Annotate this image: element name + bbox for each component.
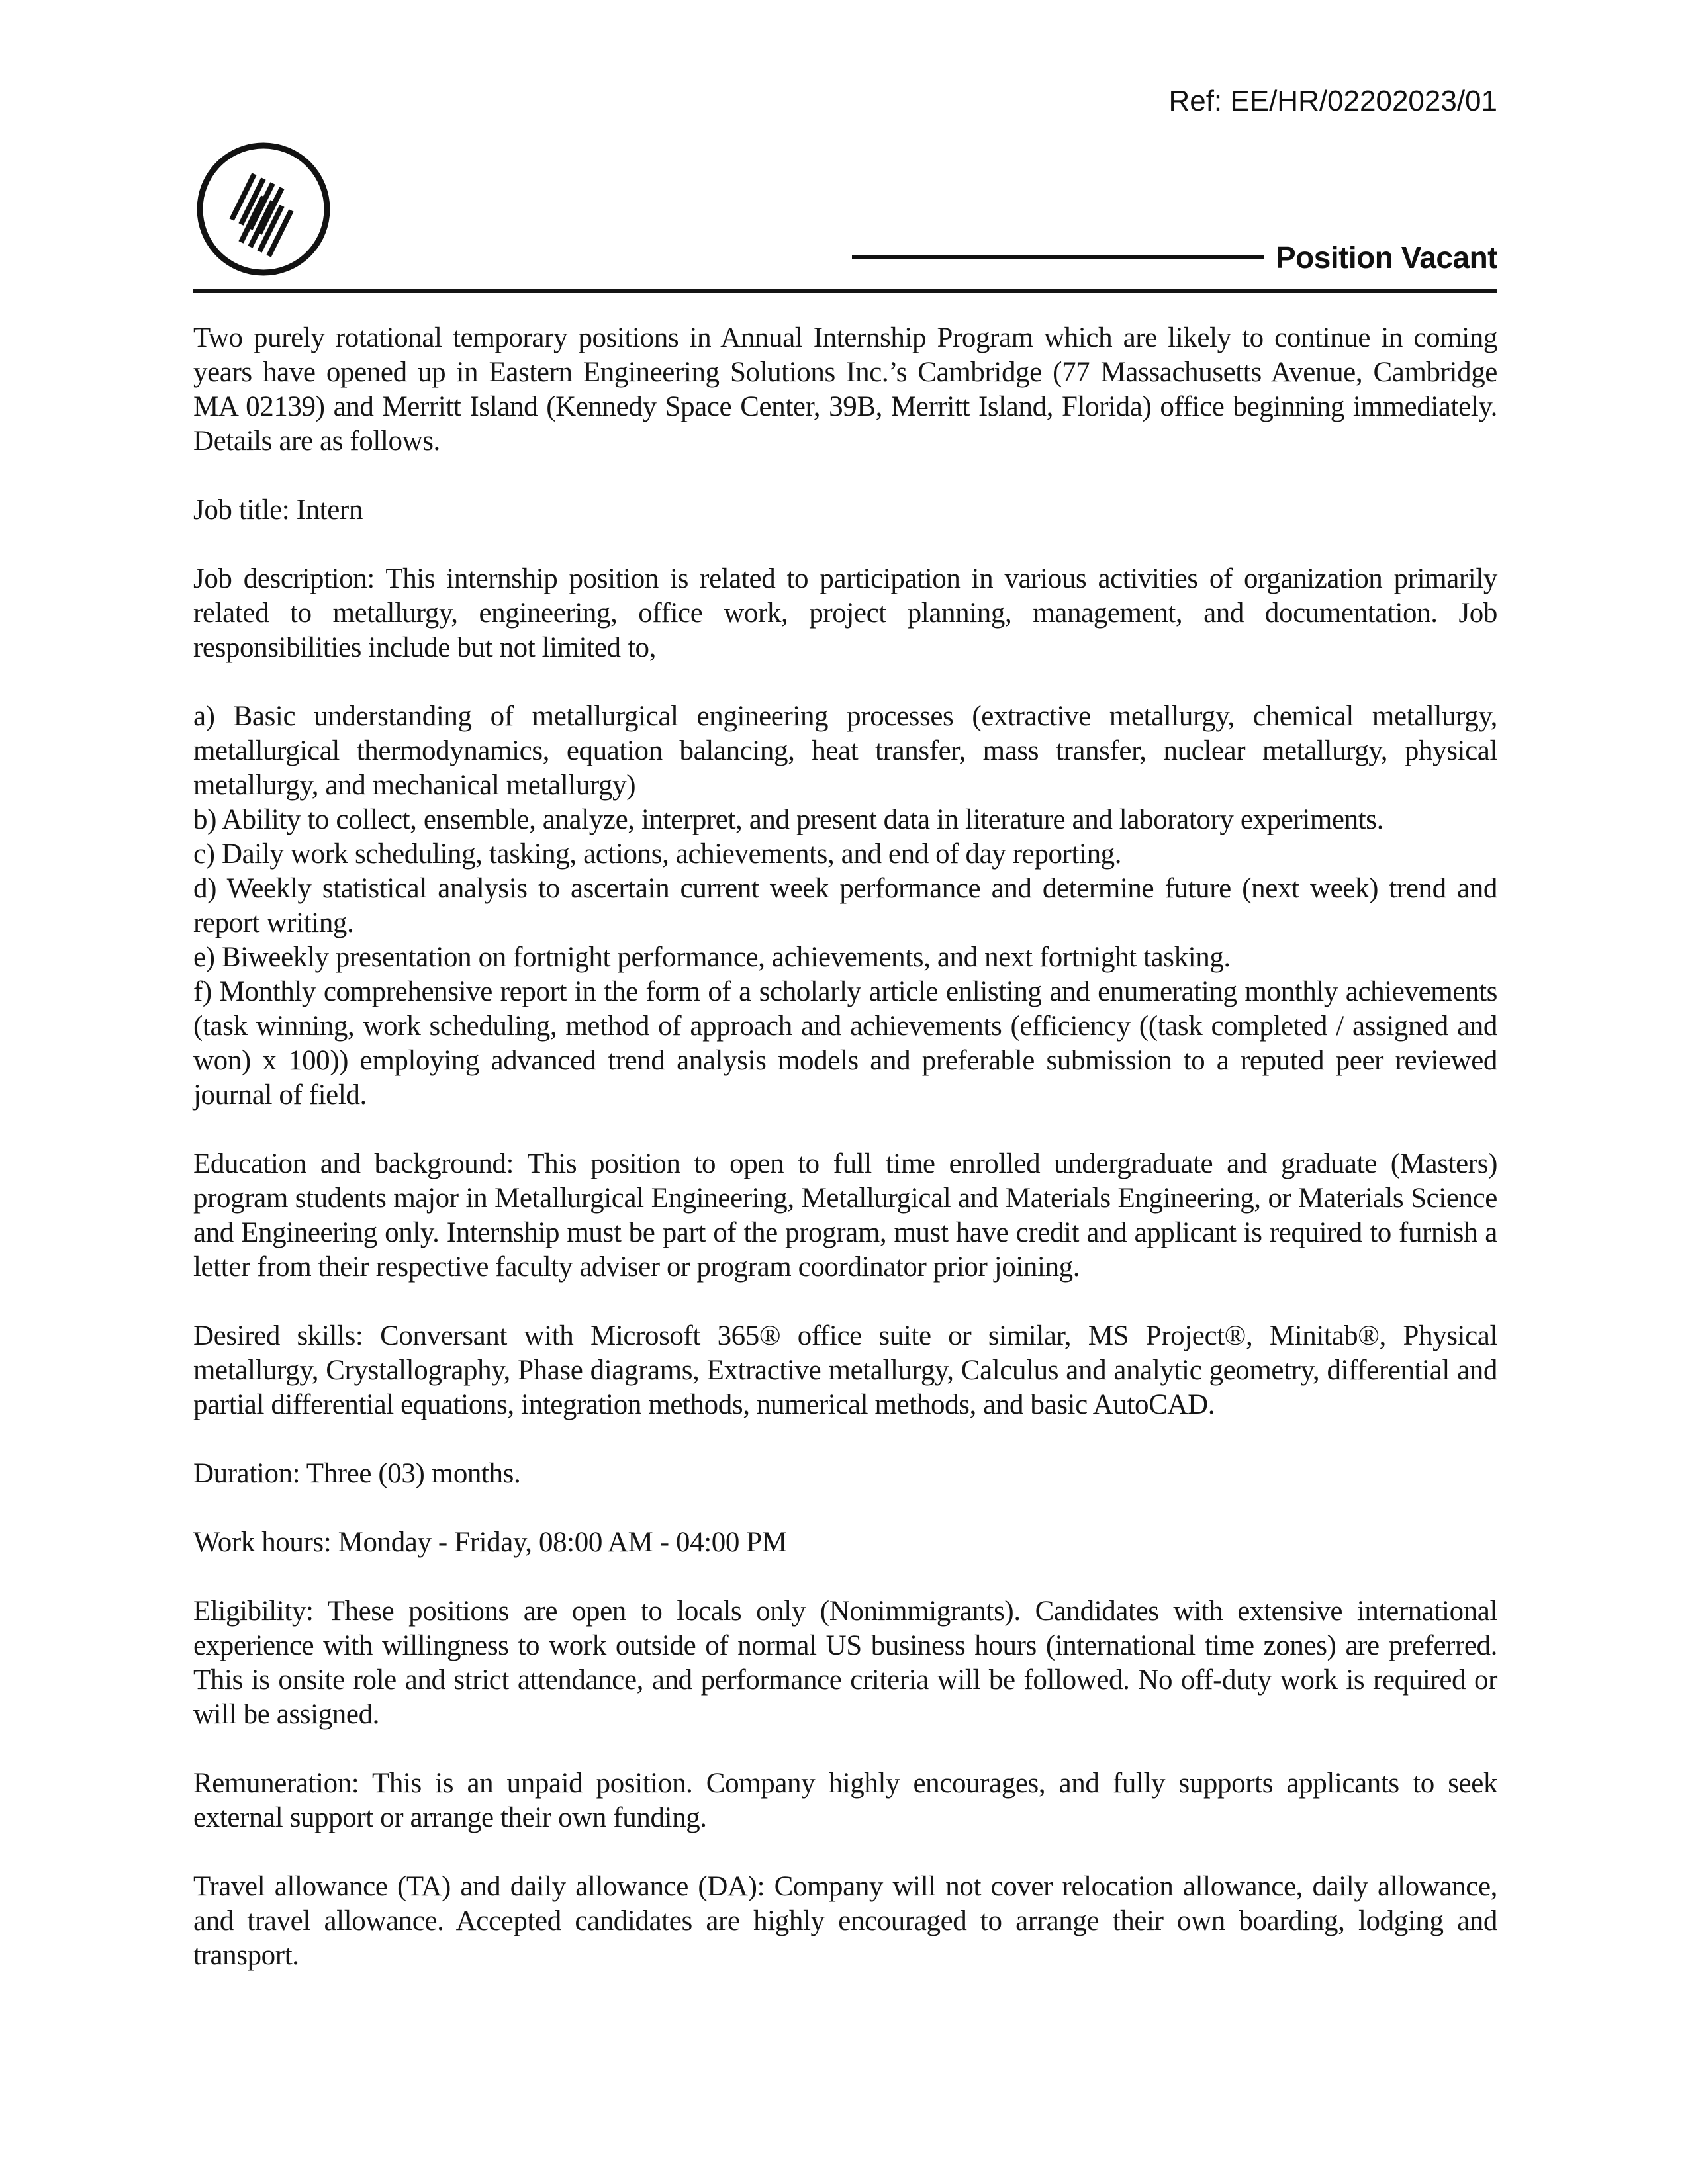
- company-logo-icon: [193, 139, 334, 279]
- remuneration-paragraph: Remuneration: This is an unpaid position. Company highly encourages, and fully supports applicants to seek external support or arrange their own funding.: [193, 1768, 1497, 1833]
- job-title-line: Job title: Intern: [193, 494, 363, 525]
- position-vacant-header: [852, 240, 1497, 275]
- eligibility-paragraph: Eligibility: These positions are open to locals only (Nonimmigrants). Candidates with extensive international experience with willingness to work outside of normal US business hours (international time zones) are preferred. This is onsite role and strict attendance, and performance criteria will be followed. No off-duty work is required or will be assigned.: [193, 1596, 1497, 1730]
- work-hours-line: Work hours: Monday - Friday, 08:00 AM - 04:00 PM: [193, 1527, 787, 1558]
- responsibility-item-a: a) Basic understanding of metallurgical engineering processes (extractive metallurgy, chemical metallurgy, metallurgical thermodynamics, equation balancing, heat transfer, mass transfer, nuclear metallurgy, physical metallurgy, and mechanical metallurgy): [193, 701, 1497, 801]
- job-description-paragraph: Job description: This internship position is related to participation in various activities of organization primarily related to metallurgy, engineering, office work, project planning, management, and documentation. Job responsibilities include but not limited to,: [193, 563, 1497, 663]
- document-header: [193, 136, 1497, 279]
- document-body: [193, 321, 1497, 1973]
- intro-paragraph: Two purely rotational temporary positions in Annual Internship Program which are likely to continue in coming years have opened up in Eastern Engineering Solutions Inc.’s Cambridge (77 Massachusetts Avenue, Cambridge MA 02139) and Merritt Island (Kennedy Space Center, 39B, Merritt Island, Florida) office beginning immediately. Details are as follows.: [193, 322, 1497, 457]
- duration-line: Duration: Three (03) months.: [193, 1458, 521, 1489]
- desired-skills-paragraph: Desired skills: Conversant with Microsoft 365® office suite or similar, MS Project®, Minitab®, Physical metallurgy, Crystallography, Phase diagrams, Extractive metallurgy, Calculus and analytic geometry, differential and partial differential equations, integration methods, numerical methods, and basic AutoCAD.: [193, 1320, 1497, 1420]
- reference-number: Ref: EE/HR/02202023/01: [1168, 85, 1497, 117]
- travel-allowance-paragraph: Travel allowance (TA) and daily allowance (DA): Company will not cover relocation allowance, daily allowance, and travel allowance. Accepted candidates are highly encouraged to arrange their own boarding, lodging and transport.: [193, 1871, 1497, 1971]
- responsibilities-list: [193, 700, 1497, 1113]
- responsibility-item-e: e) Biweekly presentation on fortnight performance, achievements, and next fortnight tasking.: [193, 942, 1231, 973]
- responsibility-item-f: f) Monthly comprehensive report in the form of a scholarly article enlisting and enumerating monthly achievements (task winning, work scheduling, method of approach and achievements (efficiency ((task completed / assigned and won) x 100)) employing advanced trend analysis models and preferable submission to a reputed peer reviewed journal of field.: [193, 976, 1497, 1111]
- header-rule: [193, 289, 1497, 293]
- document-title: Position Vacant: [1275, 240, 1497, 275]
- responsibility-item-b: b) Ability to collect, ensemble, analyze, interpret, and present data in literature and laboratory experiments.: [193, 804, 1383, 835]
- education-paragraph: Education and background: This position to open to full time enrolled undergraduate and graduate (Masters) program students major in Metallurgical Engineering, Metallurgical and Materials Engineering, or Materials Science and Engineering only. Internship must be part of the program, must have credit and applicant is required to furnish a letter from their respective faculty adviser or program coordinator prior joining.: [193, 1148, 1497, 1283]
- header-divider-short: [852, 255, 1264, 259]
- responsibility-item-d: d) Weekly statistical analysis to ascertain current week performance and determine future (next week) trend and report writing.: [193, 873, 1497, 938]
- responsibility-item-c: c) Daily work scheduling, tasking, actions, achievements, and end of day reporting.: [193, 839, 1122, 870]
